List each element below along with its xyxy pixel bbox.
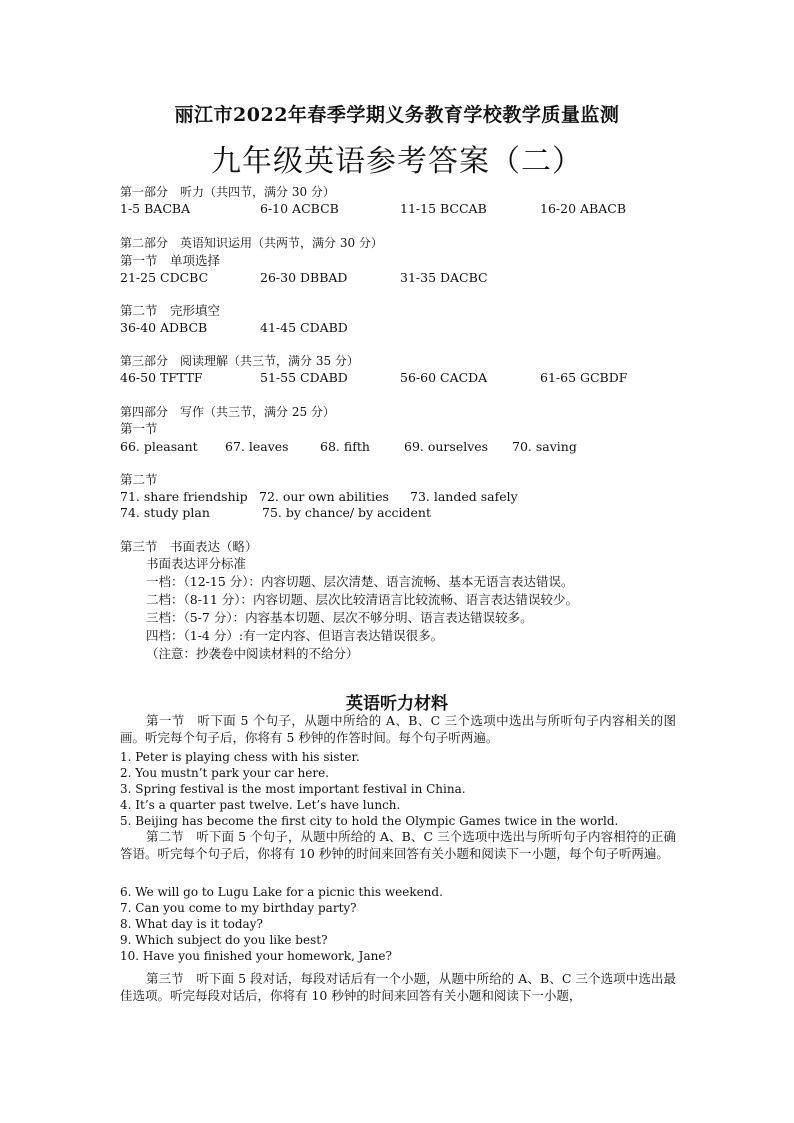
answer-group: 31-35 DACBC	[400, 270, 488, 285]
answer-group: 16-20 ABACB	[540, 201, 626, 216]
answer-group: 21-25 CDCBC	[120, 270, 209, 285]
rubric-note: （注意：抄袭卷中阅读材料的不给分）	[146, 646, 359, 661]
answer-group: 6-10 ACBCB	[260, 201, 339, 216]
answer-item: 71. share friendship	[120, 489, 248, 504]
part3-header: 第三部分 阅读理解（共三节，满分 35 分）	[120, 354, 359, 368]
listening-item: 4. It’s a quarter past twelve. Let’s have lunch.	[120, 798, 401, 812]
listening-item: 6. We will go to Lugu Lake for a picnic this weekend.	[120, 885, 443, 899]
rubric-level-3: 三档：（5-7 分）：内容基本切题、层次不够分明、语言表达错误较多。	[146, 610, 533, 625]
answer-group: 26-30 DBBAD	[260, 270, 348, 285]
part4-section1-title: 第一节	[120, 421, 158, 436]
listening-item: 9. Which subject do you like best?	[120, 933, 328, 947]
listening-section3-intro: 第三节 听下面 5 段对话，每段对话后有一个小题，从题中所给的 A、B、C 三个选项中选出最佳选项。听完每段对话后，你将有 10 秒钟的时间来回答有关小题和阅读下一小题，	[120, 971, 676, 1003]
listening-item: 10. Have you finished your homework, Jane?	[120, 949, 392, 963]
answer-group: 1-5 BACBA	[120, 201, 191, 216]
answer-group: 46-50 TFTTF	[120, 370, 203, 385]
exam-title: 丽江市2022年春季学期义务教育学校教学质量监测	[174, 104, 620, 126]
answer-key-title: 九年级英语参考答案（二）	[211, 144, 583, 179]
listening-item: 5. Beijing has become the first city to hold the Olympic Games twice in the world.	[120, 814, 619, 828]
answer-item: 74. study plan	[120, 505, 210, 520]
answer-item: 67. leaves	[225, 439, 289, 454]
answer-group: 61-65 GCBDF	[540, 370, 628, 385]
answer-group: 41-45 CDABD	[260, 320, 348, 335]
answer-item: 72. our own abilities	[259, 489, 389, 504]
part2-section2-title: 第二节 完形填空	[120, 303, 221, 318]
answer-group: 11-15 BCCAB	[400, 201, 487, 216]
rubric-level-2: 二档：（8-11 分）：内容切题、层次比较清语言比较流畅、语言表达错误较少。	[146, 592, 579, 607]
answer-item: 68. fifth	[320, 439, 370, 454]
answer-item: 75. by chance/ by accident	[262, 505, 431, 520]
rubric-level-1: 一档：（12-15 分）：内容切题、层次清楚、语言流畅、基本无语言表达错误。	[146, 574, 574, 589]
answer-group: 51-55 CDABD	[260, 370, 348, 385]
answer-item: 69. ourselves	[404, 439, 489, 454]
answer-group: 56-60 CACDA	[400, 370, 488, 385]
listening-item: 3. Spring festival is the most important festival in China.	[120, 782, 466, 796]
listening-title: 英语听力材料	[346, 694, 448, 714]
rubric-level-4: 四档：（1-4 分）:有一定内容、但语言表达错误很多。	[146, 628, 444, 643]
listening-item: 7. Can you come to my birthday party?	[120, 901, 357, 915]
answer-item: 66. pleasant	[120, 439, 198, 454]
listening-item: 1. Peter is playing chess with his sister.	[120, 750, 360, 764]
answer-group: 36-40 ADBCB	[120, 320, 208, 335]
part2-header: 第二部分 英语知识运用（共两节，满分 30 分）	[120, 236, 383, 250]
answer-item: 73. landed safely	[410, 489, 518, 504]
part4-section2-title: 第二节	[120, 472, 158, 487]
answer-item: 70. saving	[512, 439, 577, 454]
part2-section1-title: 第一节 单项选择	[120, 253, 221, 268]
listening-item: 8. What day is it today?	[120, 917, 263, 931]
listening-section2-intro: 第二节 听下面 5 个句子，从题中所给的 A、B、C 三个选项中选出与所听句子内容相符的正确答语。听完每个句子后，你将有 10 秒钟的时间来回答有关小题和阅读下一小题，每个句子听两遍。	[120, 829, 676, 861]
part4-header: 第四部分 写作（共三节，满分 25 分）	[120, 405, 335, 419]
part1-header: 第一部分 听力（共四节，满分 30 分）	[120, 185, 335, 199]
listening-section1-intro: 第一节 听下面 5 个句子，从题中所给的 A、B、C 三个选项中选出与所听句子内容相关的图画。听完每个句子后，你将有 5 秒钟的作答时间。每个句子听两遍。	[120, 713, 676, 745]
listening-item: 2. You mustn’t park your car here.	[120, 766, 330, 780]
rubric-title: 书面表达评分标准	[146, 556, 247, 571]
part4-section3-title: 第三节 书面表达（略）	[120, 539, 258, 554]
